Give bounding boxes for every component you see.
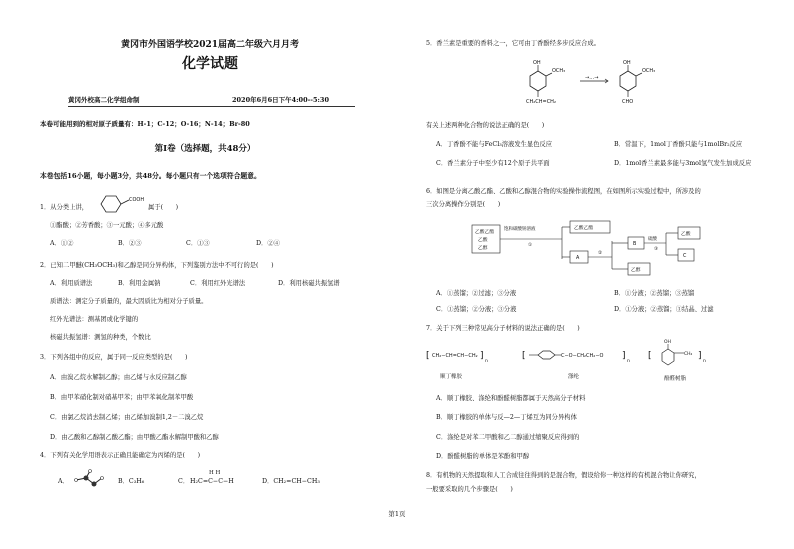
q4-option-d: D．CH₂=CH−CH₃	[262, 478, 320, 485]
q6-option-c: C．①蒸馏；②分液；③分液	[436, 306, 517, 313]
q2-stem: 2．已知二甲醚(CH₃OCH₃)和乙醇是同分异构体，下列鉴别方法中不可行的是( )	[40, 262, 274, 269]
svg-text:n: n	[485, 359, 488, 364]
svg-text:C: C	[683, 254, 687, 259]
svg-text:乙醇: 乙醇	[478, 246, 488, 251]
svg-text:OCH₃: OCH₃	[552, 68, 566, 74]
q3-option-d: D．由乙酸和乙醇制乙酸乙酯；由甲酸乙酯水解制甲酸和乙醇	[50, 434, 219, 441]
q1-choice-c: C．①③	[186, 240, 210, 247]
svg-text:OH: OH	[623, 60, 631, 66]
q6-option-b: B．①分液；②蒸馏；③蒸馏	[614, 290, 695, 297]
separation-flowchart	[470, 213, 720, 281]
q4-c-formula: H₂C=C−C−H	[190, 478, 234, 485]
svg-text:]: ]	[480, 351, 484, 361]
q6-option-a: A．①蒸馏；②过滤；③分液	[436, 290, 517, 297]
q2-option-c: C．利用红外光谱法	[190, 280, 246, 287]
svg-text:→…→: →…→	[585, 75, 599, 81]
q5-stem: 5．香兰素是重要的香料之一，它可由丁香酚经多步反应合成。	[426, 40, 601, 47]
q1-choice-b: B．②③	[118, 240, 142, 247]
q2-option-b: B．利用金属钠	[118, 280, 161, 287]
q5-option-b: B．常温下，1mol丁香酚只能与1molBr₂反应	[614, 141, 743, 148]
q1-stem: 1．从分类上讲，	[40, 204, 89, 211]
exam-date: 2020年6月6日下午4:00--5:30	[232, 96, 329, 104]
svg-text:硫酸: 硫酸	[648, 237, 657, 242]
q8-line1: 8．有机物的天然提取和人工合成往往得到的是混合物，假设给你一种这样的有机混合物让你研究，	[426, 472, 701, 479]
svg-text:乙酸乙酯: 乙酸乙酯	[475, 230, 495, 235]
q1-choice-a: A．①②	[50, 240, 74, 247]
part-instructions: 本卷包括16小题，每小题3分，共48分。每小题只有一个选项符合题意。	[40, 172, 261, 180]
svg-text:CH₂CH=CH₂: CH₂CH=CH₂	[526, 99, 556, 105]
svg-text:乙酸: 乙酸	[478, 238, 488, 243]
svg-text:]: ]	[698, 351, 702, 361]
subject-title: 化学试题	[182, 56, 238, 72]
q4-option-a: A．	[58, 478, 69, 485]
q2-option-a: A．利用质谱法	[50, 280, 93, 287]
svg-text:③: ③	[654, 247, 659, 252]
svg-text:饱和碳酸钠溶液: 饱和碳酸钠溶液	[504, 227, 536, 232]
svg-text:乙酸: 乙酸	[681, 232, 691, 237]
svg-text:OH: OH	[533, 60, 541, 66]
q5-option-c: C．香兰素分子中至少有12个原子共平面	[436, 160, 550, 167]
svg-text:B: B	[633, 242, 637, 247]
svg-text:n: n	[703, 359, 706, 364]
q3-option-c: C．由氯乙烷消去制乙烯；由乙烯加溴制1,2－二溴乙烷	[50, 414, 204, 421]
polymer-structures	[426, 338, 756, 390]
header-underline	[68, 106, 355, 107]
svg-text:A: A	[576, 256, 580, 261]
q2-note-ir: 红外光谱法：测基团或化学键的	[50, 316, 139, 323]
svg-text:C−O−CH₂CH₂−O: C−O−CH₂CH₂−O	[561, 353, 604, 359]
q4-stem: 4．下列有关化学用语表示正确且能确定为丙烯的是( )	[40, 452, 201, 459]
q3-stem: 3．下列各组中的反应，属于同一反应类型的是( )	[40, 354, 188, 361]
svg-text:OH: OH	[664, 340, 671, 345]
author-line: 黄冈外校高二化学组命制	[68, 96, 140, 104]
q1-choice-d: D．②④	[256, 240, 280, 247]
q3-option-b: B．由甲苯硝化制对硝基甲苯；由甲苯氧化制苯甲酸	[50, 394, 194, 401]
q4-c-hydrogens: H H	[209, 470, 221, 476]
svg-text:涤纶: 涤纶	[568, 374, 580, 380]
q2-note-nmr: 核磁共振氢谱：测氢的种类，个数比	[50, 334, 151, 341]
q7-stem: 7．关于下列三种常见高分子材料的说法正确的是( )	[426, 325, 580, 332]
svg-text:[: [	[426, 351, 430, 361]
q7-option-d: D．酚醛树脂的单体是苯酚和甲醇	[436, 453, 530, 460]
q8-line2: 一般要采取的几个步骤是( )	[426, 486, 513, 493]
svg-text:CHO: CHO	[622, 99, 634, 105]
svg-text:酚醛树脂: 酚醛树脂	[664, 376, 687, 382]
svg-text:①: ①	[528, 243, 533, 248]
q2-note-mass: 质谱法：测定分子质量的，最大因质比为相对分子质量。	[50, 298, 208, 305]
svg-text:顺丁橡胶: 顺丁橡胶	[440, 374, 463, 380]
svg-text:[: [	[522, 351, 526, 361]
school-title: 黄冈市外国语学校2021届高二年级六月月考	[120, 40, 300, 50]
q2-option-d: D．利用核磁共振氢谱	[278, 280, 340, 287]
q5-question: 有关上述两种化合物的说法正确的是( )	[426, 122, 545, 129]
q7-option-a: A．顺丁橡胶、涤纶和酚醛树脂都属于天然高分子材料	[436, 395, 586, 402]
svg-text:]: ]	[622, 351, 626, 361]
part-title: 第Ⅰ卷（选择题，共48分）	[154, 144, 256, 154]
q4-option-c: C．	[178, 478, 190, 485]
atomic-mass-note: 本卷可能用到的相对原子质量有：H-1；C-12；O-16；N-14；Br-80	[40, 120, 250, 128]
svg-text:CH₂: CH₂	[684, 352, 693, 357]
svg-text:n: n	[627, 359, 630, 364]
svg-text:CH₂−CH=CH−CH₂: CH₂−CH=CH−CH₂	[432, 353, 478, 359]
q1-stem-tail: 属于( )	[148, 204, 179, 211]
svg-text:OCH₃: OCH₃	[642, 68, 656, 74]
q5-option-a: A．丁香酚不能与FeCl₃溶液发生显色反应	[436, 141, 553, 148]
q4-option-b: B．C₃H₆	[118, 478, 145, 485]
svg-text:乙醇: 乙醇	[631, 268, 641, 273]
q6-stem-line2: 三次分离操作分别是( )	[426, 201, 501, 208]
cooh-label: COOH	[129, 197, 145, 203]
svg-text:[: [	[648, 351, 652, 361]
ball-stick-model	[72, 468, 108, 492]
q5-reaction-scheme	[508, 56, 708, 114]
page-number: 第1页	[388, 510, 406, 518]
q7-option-c: C．涤纶是对苯二甲酸和乙二醇通过缩聚反应得到的	[436, 434, 580, 441]
benzoic-acid-structure	[95, 194, 153, 214]
svg-text:②: ②	[598, 251, 603, 256]
svg-text:乙酸乙酯: 乙酸乙酯	[574, 226, 594, 231]
q6-stem-line1: 6．如图是分离乙酸乙酯、乙酸和乙醇混合物的实验操作流程图，在如图所示实验过程中，所涉及的	[426, 188, 701, 195]
q3-option-a: A．由溴乙烷水解制乙醇；由乙烯与水反应制乙醇	[50, 374, 187, 381]
q6-option-d: D．①分液；②蒸馏；③结晶、过滤	[614, 306, 714, 313]
q5-option-d: D．1mol香兰素最多能与3mol氢气发生加成反应	[614, 160, 752, 167]
q7-option-b: B．顺丁橡胶的单体与反—2—丁烯互为同分异构体	[436, 414, 577, 421]
q1-options: ①酯酸；②芳香酸；③一元酸；④多元酸	[50, 222, 164, 229]
